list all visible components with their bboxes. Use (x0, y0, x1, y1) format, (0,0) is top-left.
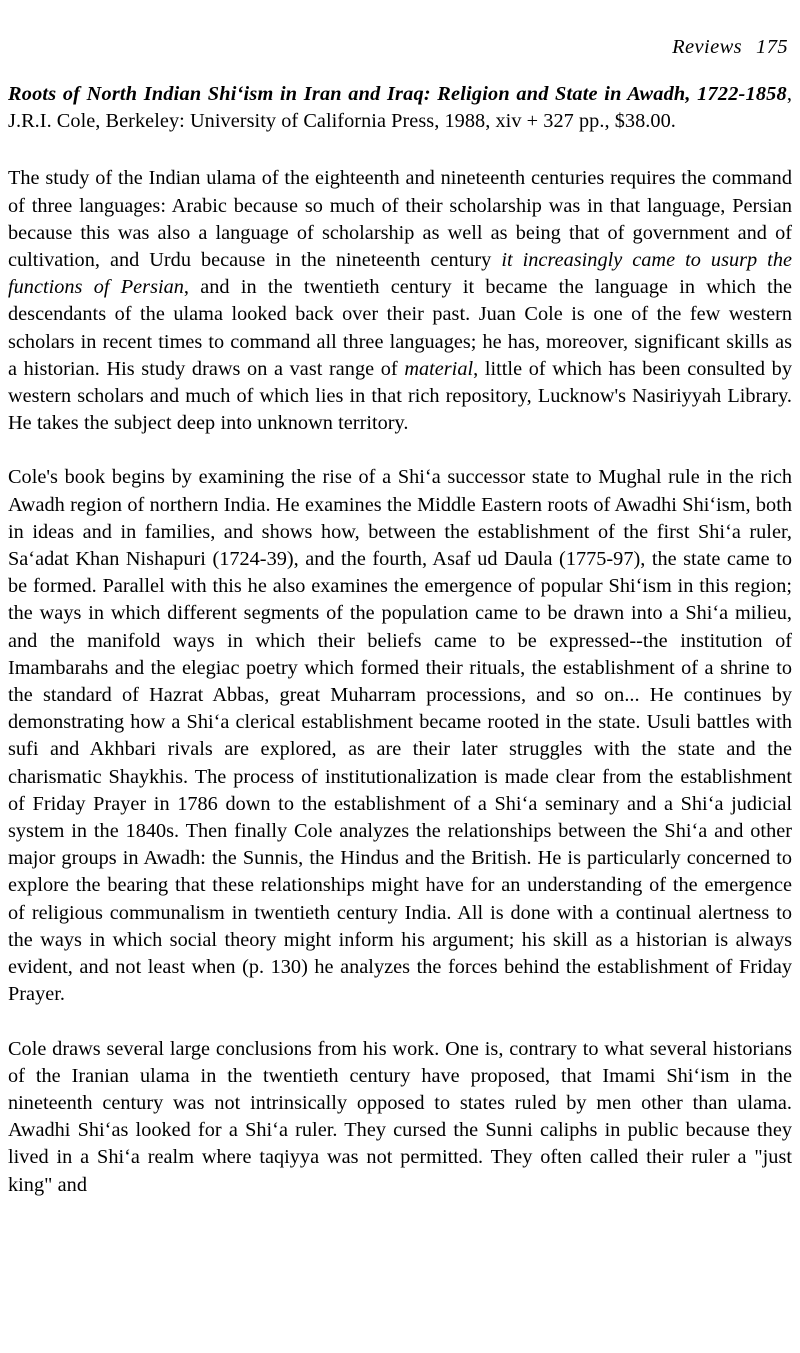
emphasized-text: material (404, 357, 474, 380)
body-text: , little of which has been consulted by western scholars and much of which lies in that rich repository, Lucknow's Nasiriyyah Library. He takes the subject deep into unknown territory. (8, 357, 792, 435)
book-publication-details: , J.R.I. Cole, Berkeley: University of California Press, 1988, xiv + 327 pp., $38.00. (8, 83, 792, 133)
paragraph-1 (8, 165, 792, 437)
running-head-section: Reviews (672, 36, 743, 58)
review-body (8, 165, 792, 1198)
paragraph-3 (8, 1036, 792, 1199)
emphasized-text: it increasingly came to usurp the functions of Persian (8, 249, 792, 299)
page-folio-number: 175 (756, 36, 788, 58)
book-title: Roots of North Indian Shi‘ism in Iran and Iraq: Religion and State in Awadh, 1722-1858 (8, 83, 787, 105)
body-text: Cole's book begins by examining the rise of a Shi‘a successor state to Mughal rule in the rich Awadh region of northern India. He examines the Middle Eastern roots of Awadhi Shi‘ism, both in ideas and in families, and shows how, between the establishment of the first Shi‘a ruler, Sa‘adat Khan Nishapuri (1724-39), and the fourth, Asaf ud Daula (1775-97), the state came to be formed. Parallel with this he also examines the emergence of popular Shi‘ism in this region; the ways in which different segments of the population came to be drawn into a Shi‘a milieu, and the manifold ways in which their beliefs came to be expressed--the institution of Imambarahs and the elegiac poetry which formed their rituals, the establishment of a shrine to the standard of Hazrat Abbas, great Muharram processions, and so on... He continues by demonstrating how a Shi‘a clerical establishment became rooted in the state. Usuli battles with sufi and Akhbari rivals are explored, as are their later struggles with the state and the charismatic Shaykhis. The process of institutionalization is made clear from the establishment of Friday Prayer in 1786 down to the establishment of a Shi‘a seminary and a Shi‘a judicial system in the 1840s. Then finally Cole analyzes the relationships between the Shi‘a and other major groups in Awadh: the Sunnis, the Hindus and the British. He is particularly concerned to explore the bearing that these relationships might have for an understanding of the emergence of religious communalism in twentieth century India. All is done with a continual alertness to the ways in which social theory might inform his argument; his skill as a historian is always evident, and not least when (p. 130) he analyzes the forces behind the establishment of Friday Prayer. (8, 466, 792, 1006)
body-text: Cole draws several large conclusions from his work. One is, contrary to what several historians of the Iranian ulama in the twentieth century have proposed, that Imami Shi‘ism in the nineteenth century was not intrinsically opposed to states ruled by men other than ulama. Awadhi Shi‘as looked for a Shi‘a ruler. They cursed the Sunni caliphs in public because they lived in a Shi‘a realm where taqiyya was not permitted. They often called their ruler a "just king" and (8, 1037, 792, 1196)
body-text: The study of the Indian ulama of the eighteenth and nineteenth centuries requires the command of three languages: Arabic because so much of their scholarship was in that language, Persian because this was also a language of scholarship as well as being that of government and of cultivation, and Urdu because in the nineteenth century (8, 167, 792, 272)
running-head (8, 0, 792, 58)
paragraph-2 (8, 464, 792, 1008)
book-citation-heading (8, 81, 792, 135)
body-text: , and in the twentieth century it became the language in which the descendants of the ulama looked back over their past. Juan Cole is one of the few western scholars in recent times to command all three languages; he has, moreover, significant skills as a historian. His study draws on a vast range of (8, 276, 792, 380)
